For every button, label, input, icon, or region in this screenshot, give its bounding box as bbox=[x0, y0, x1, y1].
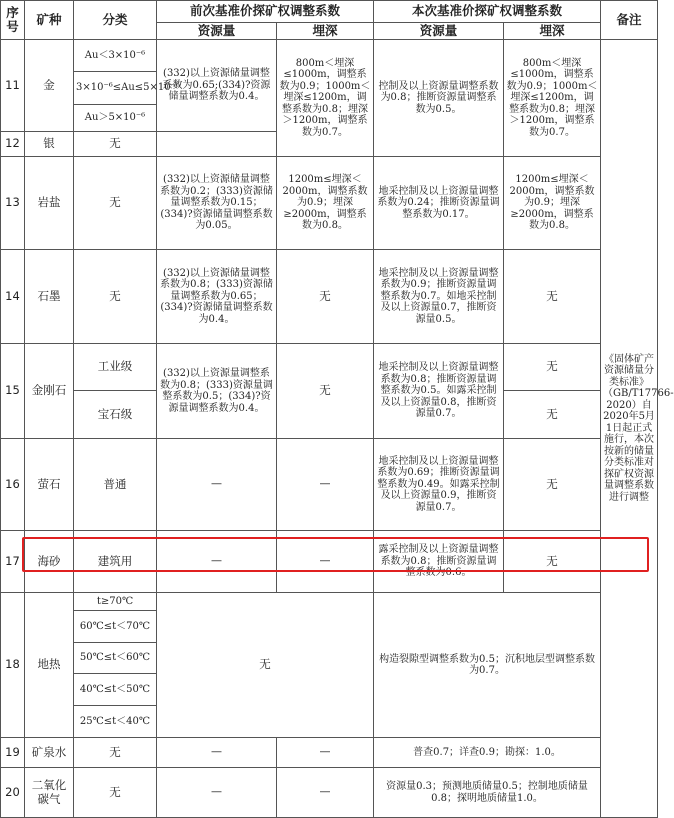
row-gold-class-1: Au＜3×10⁻⁶ bbox=[74, 40, 157, 72]
row-co2-name: 二氧化碳气 bbox=[25, 768, 74, 818]
row-graphite-curr-depth: 无 bbox=[504, 250, 601, 344]
row-co2-class: 无 bbox=[74, 768, 157, 818]
row-seasand-name: 海砂 bbox=[25, 531, 74, 593]
row-fluorite-name: 萤石 bbox=[25, 439, 74, 531]
row-seasand-seq: 17 bbox=[1, 531, 25, 593]
row-geothermal-name: 地热 bbox=[25, 593, 74, 738]
row-graphite-prev-resource: (332)以上资源储量调整系数为0.8；(333)资源储量调整系数为0.65；(334)?资源储量调整系数为0.4。 bbox=[157, 250, 277, 344]
row-diamond-prev-resource: (332)以上资源量调整系数为0.8；(333)资源量调整系数为0.5；(334)?资源量调整系数为0.4。 bbox=[157, 344, 277, 439]
highlight-box-seasand bbox=[22, 537, 649, 572]
row-fluorite-prev-resource: — bbox=[157, 439, 277, 531]
row-seasand-curr-resource: 露采控制及以上资源量调整系数为0.8；推断资源量调整系数为0.6。 bbox=[374, 531, 504, 593]
row-rocksalt-curr-depth: 1200m≤埋深＜2000m，调整系数为0.9；埋深≥2000m，调整系数为0.8。 bbox=[504, 157, 601, 250]
col-remark-header: 备注 bbox=[601, 1, 658, 40]
row-geothermal-class-4: 40℃≤t＜50℃ bbox=[74, 674, 157, 706]
row-mineralwater-class: 无 bbox=[74, 738, 157, 768]
remark-cell: 《固体矿产资源储量分类标准》（GB/T17766-2020）自2020年5月1日起正式施行，本次按新的储量分类标准对探矿权资源量调整系数进行调整 bbox=[601, 40, 658, 818]
row-fluorite-curr-resource: 地采控制及以上资源量调整系数为0.69；推断资源量调整系数为0.49。如露采控制及以上资源量0.9，推断资源量0.7。 bbox=[374, 439, 504, 531]
row-gold-curr-depth: 800m＜埋深≤1000m，调整系数为0.9；1000m＜埋深≤1200m，调整系数为0.8；埋深＞1200m，调整系数为0.7。 bbox=[504, 40, 601, 157]
row-fluorite-class: 普通 bbox=[74, 439, 157, 531]
row-gold-seq: 11 bbox=[1, 40, 25, 132]
curr-group-header: 本次基准价探矿权调整系数 bbox=[374, 1, 601, 23]
row-rocksalt-name: 岩盐 bbox=[25, 157, 74, 250]
row-rocksalt-seq: 13 bbox=[1, 157, 25, 250]
row-geothermal-curr: 构造裂隙型调整系数为0.5；沉积地层型调整系数为0.7。 bbox=[374, 593, 601, 738]
row-gold-class-3: Au＞5×10⁻⁶ bbox=[74, 105, 157, 132]
prev-group-header: 前次基准价探矿权调整系数 bbox=[157, 1, 374, 23]
row-geothermal-seq: 18 bbox=[1, 593, 25, 738]
row-silver-prev-resource bbox=[157, 132, 277, 157]
row-mineralwater-prev-depth: — bbox=[277, 738, 374, 768]
row-diamond-name: 金刚石 bbox=[25, 344, 74, 439]
row-gold-name: 金 bbox=[25, 40, 74, 132]
row-mineralwater-prev-resource: — bbox=[157, 738, 277, 768]
row-geothermal-prev: 无 bbox=[157, 593, 374, 738]
row-seasand-prev-resource: — bbox=[157, 531, 277, 593]
row-graphite-curr-resource: 地采控制及以上资源量调整系数为0.9；推断资源量调整系数为0.7。如地采控制及以上资源量0.7，推断资源量0.5。 bbox=[374, 250, 504, 344]
row-co2-prev-depth: — bbox=[277, 768, 374, 818]
row-mineralwater-curr: 普查0.7；详查0.9；勘探：1.0。 bbox=[374, 738, 601, 768]
row-co2-seq: 20 bbox=[1, 768, 25, 818]
row-rocksalt-class: 无 bbox=[74, 157, 157, 250]
col-class-header: 分类 bbox=[74, 1, 157, 40]
row-mineralwater-seq: 19 bbox=[1, 738, 25, 768]
row-diamond-prev-depth: 无 bbox=[277, 344, 374, 439]
row-diamond-curr-depth-1: 无 bbox=[504, 344, 601, 391]
row-gold-prev-resource: (332)以上资源储量调整系数为0.65;(334)?资源储量调整系数为0.4。 bbox=[157, 40, 277, 132]
row-co2-prev-resource: — bbox=[157, 768, 277, 818]
row-gold-curr-resource: 控制及以上资源量调整系数为0.8；推断资源量调整系数为0.5。 bbox=[374, 40, 504, 157]
row-silver-seq: 12 bbox=[1, 132, 25, 157]
row-geothermal-class-1: t≥70℃ bbox=[74, 593, 157, 611]
row-fluorite-seq: 16 bbox=[1, 439, 25, 531]
row-geothermal-class-5: 25℃≤t＜40℃ bbox=[74, 706, 157, 738]
row-co2-curr: 资源量0.3；预测地质储量0.5；控制地质储量0.8；探明地质储量1.0。 bbox=[374, 768, 601, 818]
row-gold-class-2: 3×10⁻⁶≤Au≤5×10⁻⁶ bbox=[74, 72, 157, 105]
row-graphite-class: 无 bbox=[74, 250, 157, 344]
col-mineral-header: 矿种 bbox=[25, 1, 74, 40]
row-diamond-class-1: 工业级 bbox=[74, 344, 157, 391]
row-graphite-seq: 14 bbox=[1, 250, 25, 344]
row-fluorite-curr-depth: 无 bbox=[504, 439, 601, 531]
curr-depth-header: 埋深 bbox=[504, 23, 601, 40]
row-graphite-name: 石墨 bbox=[25, 250, 74, 344]
row-diamond-seq: 15 bbox=[1, 344, 25, 439]
row-silver-name: 银 bbox=[25, 132, 74, 157]
col-seq-header: 序号 bbox=[1, 1, 25, 40]
row-geothermal-class-3: 50℃≤t＜60℃ bbox=[74, 643, 157, 674]
prev-depth-header: 埋深 bbox=[277, 23, 374, 40]
row-diamond-class-2: 宝石级 bbox=[74, 391, 157, 439]
row-seasand-curr-depth: 无 bbox=[504, 531, 601, 593]
row-geothermal-class-2: 60℃≤t＜70℃ bbox=[74, 611, 157, 643]
row-diamond-curr-resource: 地采控制及以上资源量调整系数为0.8；推断资源量调整系数为0.5。如露采控制及以上资源量0.8，推断资源量0.7。 bbox=[374, 344, 504, 439]
row-rocksalt-prev-resource: (332)以上资源储量调整系数为0.2；(333)资源储量调整系数为0.15；(334)?资源储量调整系数为0.05。 bbox=[157, 157, 277, 250]
row-seasand-prev-depth: — bbox=[277, 531, 374, 593]
curr-resource-header: 资源量 bbox=[374, 23, 504, 40]
row-graphite-prev-depth: 无 bbox=[277, 250, 374, 344]
row-diamond-curr-depth-2: 无 bbox=[504, 391, 601, 439]
prev-resource-header: 资源量 bbox=[157, 23, 277, 40]
row-rocksalt-prev-depth: 1200m≤埋深＜2000m，调整系数为0.9；埋深≥2000m，调整系数为0.8。 bbox=[277, 157, 374, 250]
row-gold-prev-depth: 800m＜埋深≤1000m，调整系数为0.9；1000m＜埋深≤1200m，调整系数为0.8；埋深＞1200m，调整系数为0.7。 bbox=[277, 40, 374, 157]
row-seasand-class: 建筑用 bbox=[74, 531, 157, 593]
row-mineralwater-name: 矿泉水 bbox=[25, 738, 74, 768]
row-silver-class: 无 bbox=[74, 132, 157, 157]
row-rocksalt-curr-resource: 地采控制及以上资源量调整系数为0.24；推断资源量调整系数为0.17。 bbox=[374, 157, 504, 250]
row-fluorite-prev-depth: — bbox=[277, 439, 374, 531]
